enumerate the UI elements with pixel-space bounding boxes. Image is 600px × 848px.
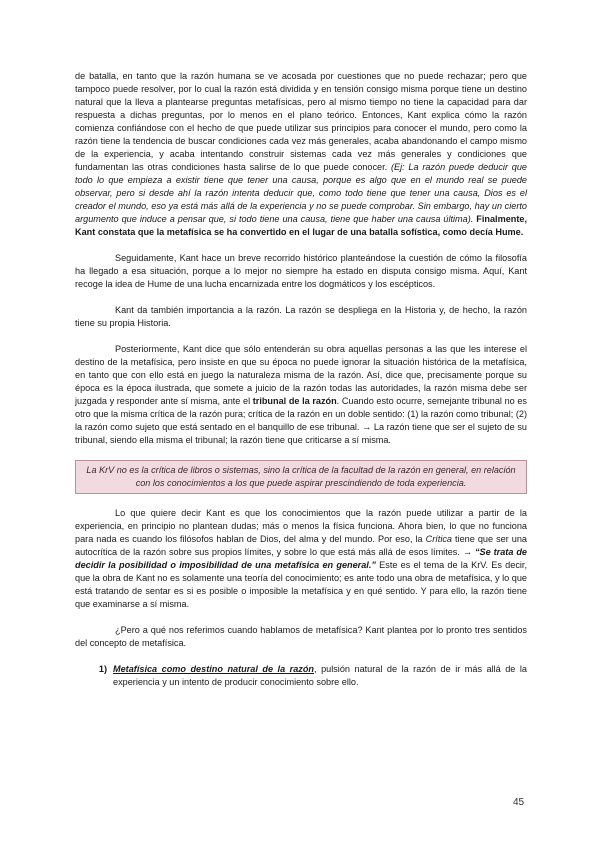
paragraph-3: Kant da también importancia a la razón. La razón se despliega en la Historia y, de hecho, la razón tiene su propia Historia. — [75, 305, 527, 328]
highlight-text: La KrV no es la crítica de libros o sistemas, sino la crítica de la facultad de la razón en general, en relación con los conocimientos a los que puede aspirar prescindiendo de toda experiencia. — [86, 465, 516, 488]
list-item — [75, 663, 527, 689]
p4-emphasis: tribunal de la razón — [252, 396, 337, 406]
p5-text: Lo que quiere decir Kant es que los conocimientos que la razón puede utilizar a partir de la experiencia, en principio no plantean dudas; más o menos la física funciona. Ahora bien, lo que no funciona para nada es cuando los filósofos hablan de Dios, del alma y del mundo. Por eso, la — [75, 508, 527, 544]
highlight-box — [75, 460, 527, 494]
page-number: 45 — [513, 797, 525, 808]
list-number: 1) — [98, 664, 107, 674]
p5-quote: “Se trata de decidir la posibilidad o imposibilidad de una metafísica en general.” — [75, 547, 527, 570]
list-title: Metafísica como destino natural de la razón — [113, 664, 315, 674]
paragraph-2: Seguidamente, Kant hace un breve recorrido histórico planteándose la cuestión de cómo la filosofía ha llegado a esa situación, porque a lo mejor no siempre ha estado en disputa consigo misma. Aquí, Kant recoge la idea de Hume de una lucha encarnizada entre los dogmáticos y los escépticos. — [75, 253, 527, 289]
paragraph-4 — [75, 343, 527, 447]
list-description: , pulsión natural de la razón de ir más allá de la experiencia y un intento de producir conocimiento sobre ello. — [113, 664, 528, 687]
p1-conclusion: Finalmente, Kant constata que la metafísica se ha convertido en el lugar de una batalla sofística, como decía Hume. — [75, 214, 528, 237]
p1-example: (Ej: La razón puede deducir que todo lo que empieza a existir tiene que tener una causa, porque es algo que en el mundo real se puede observar, pero si desde ahí la razón intenta deducir que, como todo tiene que tener una causa, Dios es el creador el mundo, eso ya está más allá de la experiencia y no se puede comprobar. Sin embargo, hay un cierto argumento que induce a pensar que, si todo tiene una causa, tiene que haber una causa última). — [75, 162, 527, 224]
paragraph-6: ¿Pero a qué nos referimos cuando hablamos de metafísica? Kant plantea por lo pronto tres sentidos del concepto de metafísica. — [75, 625, 527, 648]
p4-text-cont: . Cuando esto ocurre, semejante tribunal no es otro que la misma crítica de la razón pura; crítica de la razón en un doble sentido: (1) la razón como tribunal; (2) la razón como sujeto que está sentado en el banquillo de ese tribunal. → La razón tiene que ser el sujeto de su tribunal, siendo ella misma el tribunal; la razón tiene que criticarse a sí misma. — [75, 396, 527, 445]
page-body — [75, 70, 527, 689]
paragraph-5 — [75, 507, 527, 611]
p4-text: Posteriormente, Kant dice que sólo entenderán su obra aquellas personas a las que les interese el destino de la metafísica, pero insiste en que su época no puede ignorar la situación histórica de la metafísica, en tanto que con ello está en juego la naturaleza misma de la razón. Así, dice que, precisamente porque su época es la época ilustrada, que somete a juicio de la razón todas las autoridades, la razón misma debe ser juzgada y responder ante sí misma, ante el — [75, 344, 527, 406]
p5-text-cont: tiene que ser una autocrítica de la razón sobre sus propios límites, y sobre lo que está más allá de esos límites. → — [75, 534, 527, 557]
p5-text-end: Este es el tema de la KrV. Es decir, que la obra de Kant no es solamente una teoría del conocimiento; es ante todo una obra de metafísica, y lo que está tratando de sentar es si es posible o imposible la metafísica y en qué sentido. Y para ello, la razón tiene que examinarse a sí misma. — [75, 560, 527, 609]
p5-critica: Crítica — [425, 534, 452, 544]
p1-text: de batalla, en tanto que la razón humana se ve acosada por cuestiones que no puede rechazar; pero que tampoco puede resolver, por lo cual la razón está dividida y en tensión consigo misma porque tiene un destino natural que la lleva a plantearse preguntas metafísicas, pero al mismo tiempo no tiene la capacidad para dar respuesta a dichas preguntas, por lo menos en el plano teórico. Entonces, Kant explica cómo la razón comienza confiándose con el hecho de que puede utilizar sus principios para conocer el mundo, pero como la razón tiene la tendencia de buscar condiciones cada vez más generales, acaba abandonando el campo mismo de la experiencia, y acaba intentando construir sistemas cada vez más generales y condiciones que fundamentan las otras condiciones hasta salirse de lo que puede conocer. — [75, 71, 527, 172]
list-text — [113, 663, 527, 689]
paragraph-1 — [75, 70, 527, 239]
